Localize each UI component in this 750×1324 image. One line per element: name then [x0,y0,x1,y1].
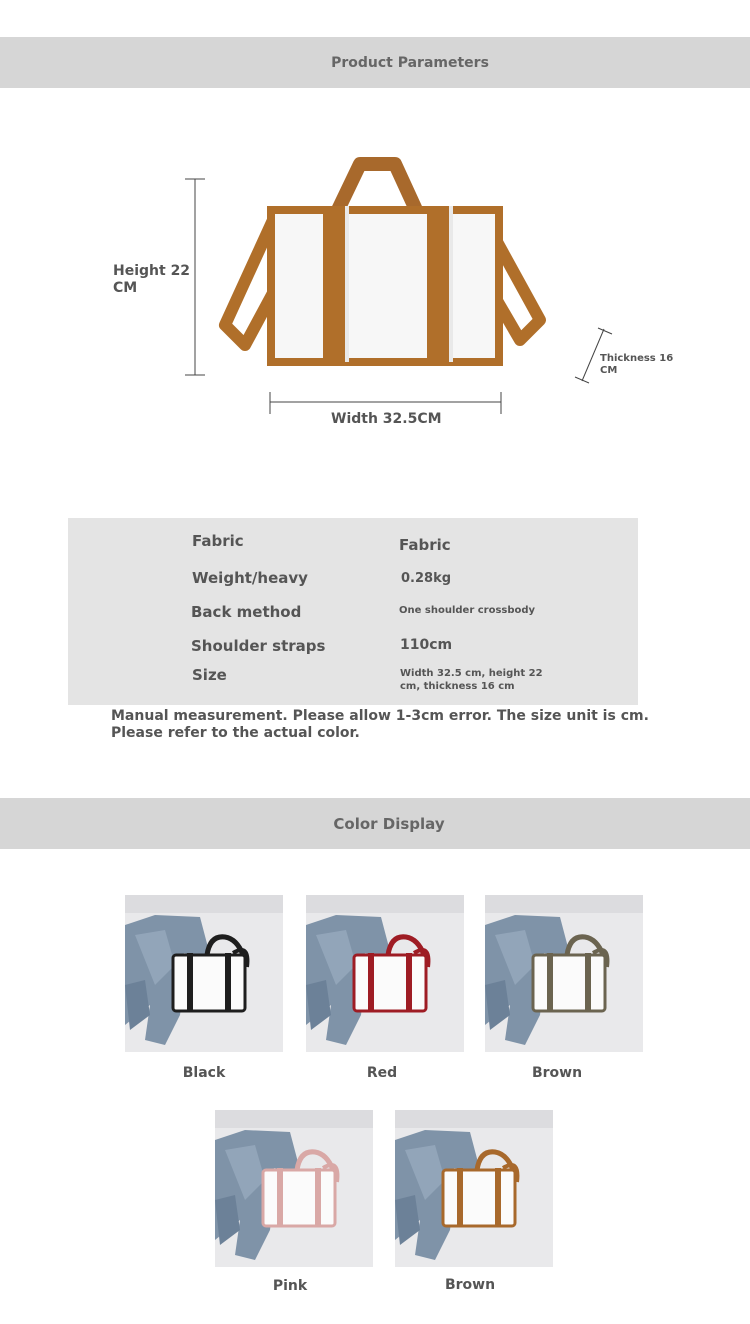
spec-table [68,518,638,705]
spec-value-weight: 0.28kg [401,571,452,586]
color-label-pink: Pink [272,1278,308,1294]
section-banner-params [0,37,750,88]
spec-value-fabric: Fabric [399,536,451,554]
spec-key-size: Size [192,666,227,684]
color-label-black: Black [182,1065,226,1081]
spec-value-back-method: One shoulder crossbody [399,605,536,616]
spec-key-fabric: Fabric [192,532,244,550]
color-label-red: Red [366,1065,398,1081]
color-label-brown-olive: Brown [531,1065,583,1081]
measurement-note: Manual measurement. Please allow 1-3cm error. The size unit is cm. Please refer to the actual color. [111,708,649,741]
spec-key-weight: Weight/heavy [192,569,308,587]
section-title-params: Product Parameters [331,54,489,71]
height-label: Height 22 CM [113,263,191,296]
color-swatch-brown-olive[interactable] [485,895,643,1052]
color-swatch-red[interactable] [306,895,464,1052]
spec-value-shoulder-straps: 110cm [400,637,453,653]
tote-bag-illustration [185,150,565,370]
color-swatch-pink[interactable] [215,1110,373,1267]
spec-key-back-method: Back method [191,603,302,621]
color-swatch-black[interactable] [125,895,283,1052]
spec-key-shoulder-straps: Shoulder straps [191,637,326,655]
width-label: Width 32.5CM [331,411,442,427]
thickness-label: Thickness 16 CM [600,353,674,376]
color-swatch-brown[interactable] [395,1110,553,1267]
section-title-colors: Color Display [333,814,445,833]
spec-value-size: Width 32.5 cm, height 22 cm, thickness 16 cm [400,668,543,692]
section-banner-colors [0,798,750,849]
color-label-brown: Brown [444,1277,496,1293]
